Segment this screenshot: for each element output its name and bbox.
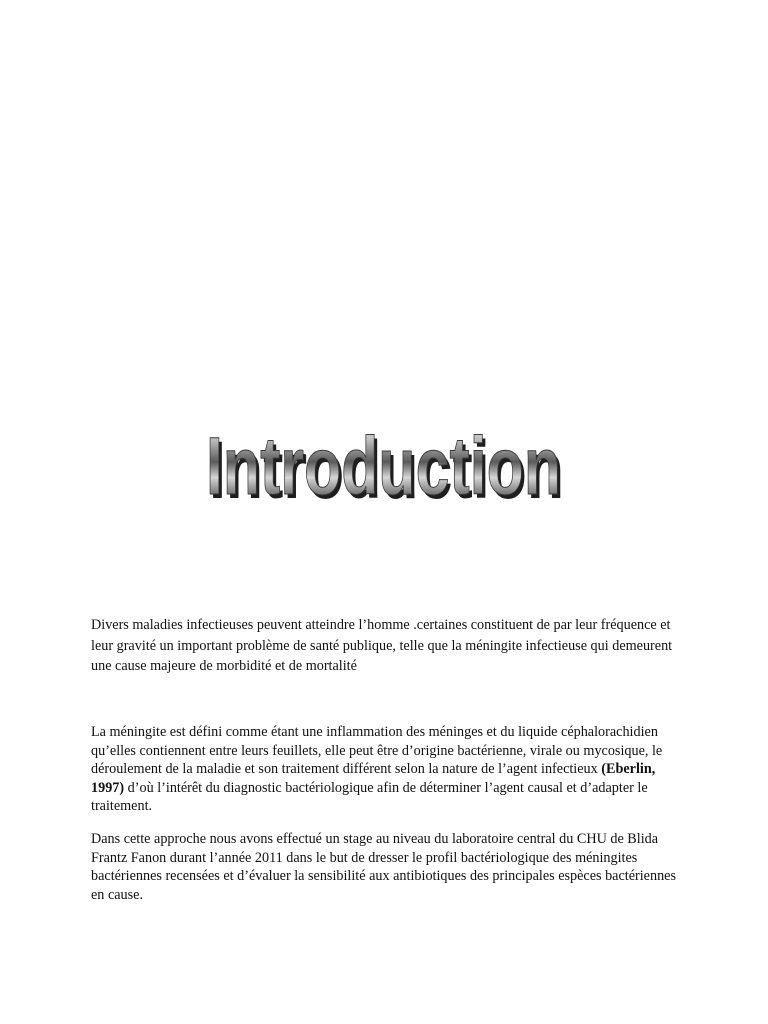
title-face: Introduction xyxy=(206,421,561,510)
page-title xyxy=(200,418,570,510)
paragraph-approach: Dans cette approche nous avons effectué un stage au niveau du laboratoire central du CHU de Blida Frantz Fanon durant l’année 2011 dans le but de dresser le profil bactériologique des méningites bactériennes recensées et d’évaluer la sensibilité aux antibiotiques des principales espèces bactériennes en cause. xyxy=(91,831,676,903)
paragraph-definition xyxy=(91,723,691,816)
paragraph-definition-text: La méningite est défini comme étant une inflammation des méninges et du liquide céphalorachidien qu’elles contiennent entre leurs feuillets, elle peut être d’origine bactérienne, virale ou mycosique, le déroulement de la maladie et son traitement différent selon la nature de l’agent infectieux xyxy=(91,724,663,777)
wordart-title xyxy=(200,418,570,510)
paragraph-intro: Divers maladies infectieuses peuvent atteindre l’homme .certaines constituent de par leur fréquence et leur gravité un important problème de santé publique, telle que la méningite infectieuse qui demeurent une cause majeure de morbidité et de mortalité xyxy=(91,617,673,674)
title-shadow: Introduction xyxy=(209,425,564,510)
paragraph-definition-continuation: d’où l’intérêt du diagnostic bactériologique afin de déterminer l’agent causal et d’adapter le traitement. xyxy=(91,779,648,814)
citation: (Eberlin, 1997) xyxy=(91,761,656,796)
